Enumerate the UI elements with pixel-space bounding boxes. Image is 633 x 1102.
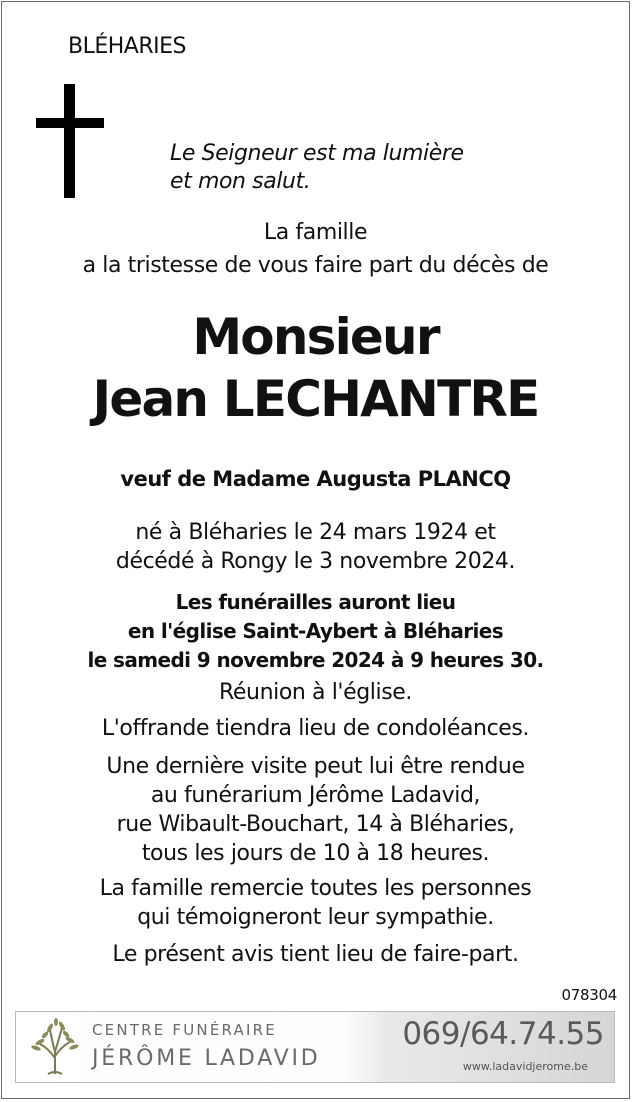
intro-line: a la tristesse de vous faire part du décès de (82, 253, 549, 278)
intro-line: La famille (263, 220, 368, 245)
death-line: décédé à Rongy le 3 novembre 2024. (115, 549, 516, 574)
thanks-text (0, 874, 631, 932)
quote-line: Le Seigneur est ma lumière (170, 141, 464, 166)
website-link[interactable]: www.ladavidjerome.be (462, 1060, 588, 1073)
olive-tree-icon (26, 1018, 84, 1076)
birth-line: né à Bléharies le 24 mars 1924 et (135, 520, 496, 545)
funeral-home-name: JÉRÔME LADAVID (92, 1046, 321, 1071)
thanks-line: qui témoigneront leur sympathie. (137, 905, 494, 930)
notice-text: Le présent avis tient lieu de faire-part. (112, 942, 519, 967)
funeral-line: en l'église Saint-Aybert à Bléharies (127, 619, 504, 643)
funeral-line: le samedi 9 novembre 2024 à 9 heures 30. (87, 648, 544, 672)
widow-line: veuf de Madame Augusta PLANCQ (120, 467, 511, 491)
visit-line: au funérarium Jérôme Ladavid, (150, 783, 481, 808)
quote-line: et mon salut. (170, 169, 311, 194)
visit-line: Une dernière visite peut lui être rendue (106, 754, 525, 779)
cross-icon (36, 84, 106, 200)
visit-line: tous les jours de 10 à 18 heures. (141, 841, 490, 866)
reunion-text: Réunion à l'église. (219, 680, 412, 705)
funeral-details (0, 588, 631, 675)
funeral-center-label: CENTRE FUNÉRAIRE (92, 1021, 277, 1039)
birth-death-dates (0, 518, 631, 576)
thanks-line: La famille remercie toutes les personnes (99, 876, 532, 901)
name-title: Monsieur (192, 308, 439, 366)
funeral-line: Les funérailles auront lieu (175, 590, 456, 614)
funeral-home-banner[interactable] (15, 1011, 615, 1083)
reference-number: 078304 (561, 986, 617, 1004)
visit-line: rue Wibault-Bouchart, 14 à Bléharies, (116, 812, 515, 837)
intro-text (0, 216, 631, 282)
offering-text: L'offrande tiendra lieu de condoléances. (101, 716, 530, 741)
phone-number[interactable]: 069/64.74.55 (402, 1016, 604, 1052)
deceased-name (0, 306, 631, 430)
visit-text (0, 752, 631, 868)
scripture-quote (170, 140, 464, 196)
name-full: Jean LECHANTRE (92, 370, 539, 428)
town-heading: BLÉHARIES (68, 34, 186, 59)
